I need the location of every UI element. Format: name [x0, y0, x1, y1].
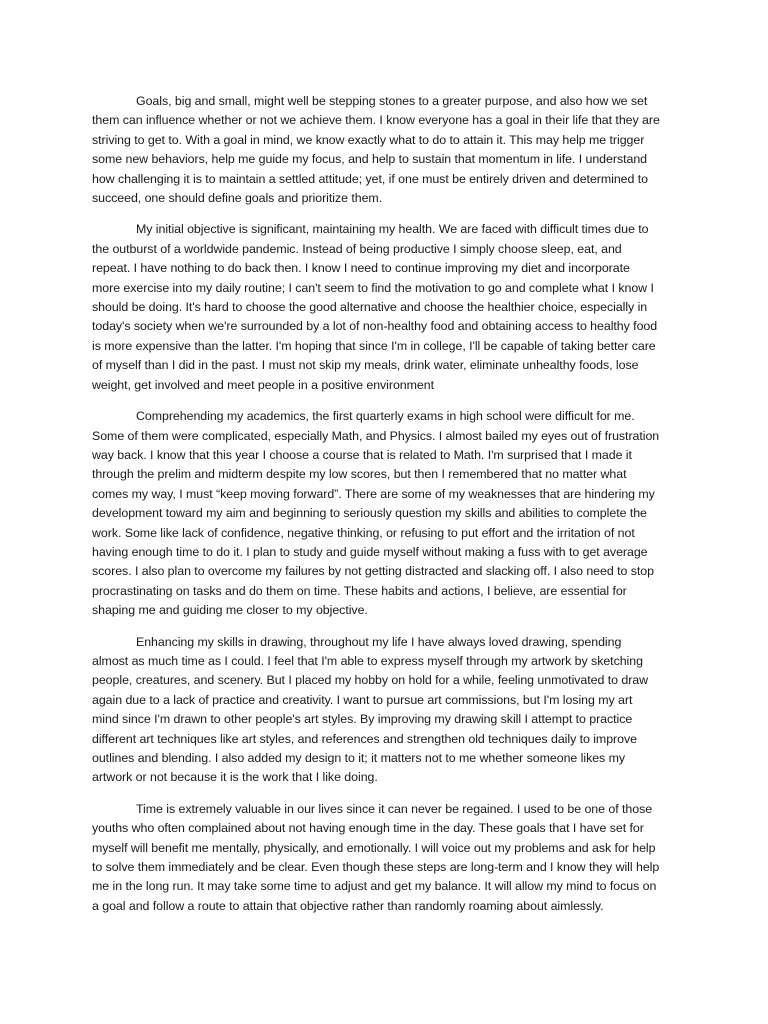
paragraph-drawing-skills: Enhancing my skills in drawing, throughout my life I have always loved drawing, spending almost as much time as I could. I feel that I'm able to express myself through my artwork by sketching people, creatures, and scenery. But I placed my hobby on hold for a while, feeling unmotivated to draw again due to a lack of practice and creativity. I want to pursue art commissions, but I'm losing my art mind since I'm drawn to other people's art styles. By improving my drawing skill I attempt to practice different art techniques like art styles, and references and strengthen old techniques daily to improve outlines and blending. I also added my design to it; it matters not to me whether someone likes my artwork or not because it is the work that I like doing.: [92, 634, 649, 785]
document-body: [92, 92, 660, 928]
paragraph-goals-intro: Goals, big and small, might well be stepping stones to a greater purpose, and also how we set them can influence whether or not we achieve them. I know everyone has a goal in their life that they are striving to get to. With a goal in mind, we know exactly what to do to attain it. This may help me trigger some new behaviors, help me guide my focus, and help to sustain that momentum in life. I understand how challenging it is to maintain a settled attitude; yet, if one must be entirely driven and determined to succeed, one should define goals and prioritize them.: [92, 94, 660, 206]
paragraph-health-objective: My initial objective is significant, maintaining my health. We are faced with difficult times due to the outburst of a worldwide pandemic. Instead of being productive I simply choose sleep, eat, and repeat. I have nothing to do back then. I know I need to continue improving my diet and incorporate more exercise into my daily routine; I can't seem to find the motivation to go and complete what I know I should be doing. It's hard to choose the good alternative and choose the healthier choice, especially in today's society when we're surrounded by a lot of non-healthy food and obtaining access to healthy food is more expensive than the latter. I'm hoping that since I'm in college, I'll be capable of taking better care of myself than I did in the past. I must not skip my meals, drink water, eliminate unhealthy foods, lose weight, get involved and meet people in a positive environment: [92, 222, 658, 392]
paragraph-time-conclusion: Time is extremely valuable in our lives since it can never be regained. I used to be one of those youths who often complained about not having enough time in the day. These goals that I have set for myself will benefit me mentally, physically, and emotionally. I will voice out my problems and ask for help to solve them immediately and be clear. Even though these steps are long-term and I know they will help me in the long run. It may take some time to adjust and get my balance. It will allow my mind to focus on a goal and follow a route to attain that objective rather than randomly roaming about aimlessly.: [92, 801, 660, 913]
paragraph-academics: Comprehending my academics, the first quarterly exams in high school were difficult for me. Some of them were complicated, especially Math, and Physics. I almost bailed my eyes out of frustration way back. I know that this year I choose a course that is related to Math. I'm surprised that I made it through the prelim and midterm despite my low scores, but then I remembered that no matter what comes my way, I must “keep moving forward”. There are some of my weaknesses that are hindering my development toward my aim and beginning to seriously question my skills and abilities to complete the work. Some like lack of confidence, negative thinking, or refusing to put effort and the irritation of not having enough time to do it. I plan to study and guide myself without making a fuss with to get average scores. I also plan to overcome my failures by not getting distracted and slacking off. I also need to stop procrastinating on tasks and do them on time. These habits and actions, I believe, are essential for shaping me and guiding me closer to my objective.: [92, 409, 660, 618]
